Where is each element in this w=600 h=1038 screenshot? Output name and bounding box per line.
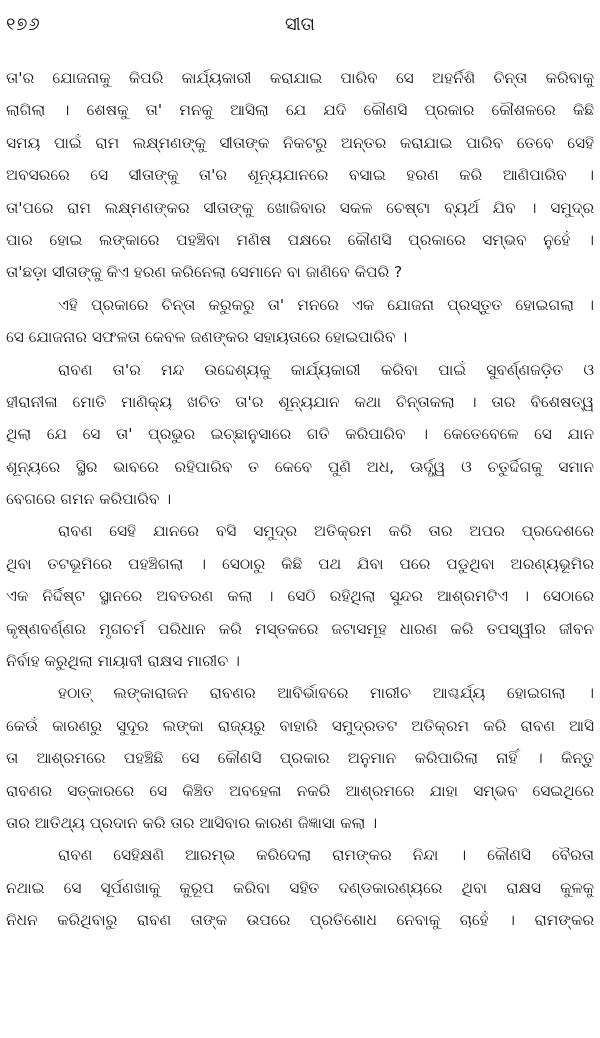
text-line: ଥିବା ତଟଭୂମିରେ ପହଞ୍ଚିଗଲା । ସେଠାରୁ କିଛି ପଥ ଯିବା ପରେ ପଡୁଥିବା ଅରଣ୍ୟଭୂମିର bbox=[6, 554, 594, 573]
text-line: ଏହି ପ୍ରକାରେ ଚିନ୍ତା କରୁକରୁ ତା' ମନରେ ଏକ ଯୋଜନା ପ୍ରସ୍ତୁତ ହୋଇଗଲା । bbox=[58, 295, 594, 314]
text-line: ରାବଣ ସେହି ଯାନରେ ବସି ସମୁଦ୍ର ଅତିକ୍ରମ କରି ତାର ଅପର ପ୍ରଦେଶରେ bbox=[58, 522, 594, 541]
text-line: ସେ ଯୋଜନାର ସଫଳତା କେବଳ ଜଣଙ୍କର ସହାୟତାରେ ହୋଇପାରିବ । bbox=[6, 328, 408, 347]
text-line: ହଠାତ୍ ଲଙ୍କାରାଜନ ରାବଣର ଆବିର୍ଭାବରେ ମାରୀଚ ଆଶ୍ଚର୍ଯ୍ୟ ହୋଇଗଲା । bbox=[58, 684, 594, 703]
text-line: ବେଗରେ ଗମନ କରିପାରିବ । bbox=[6, 490, 172, 509]
text-line: ନଥାଇ ସେ ସୂର୍ପଣଖାକୁ କୁରୂପ କରିବା ସହିତ ଦଣ୍ଡକାରଣ୍ୟରେ ଥିବା ରାକ୍ଷସ କୁଳକୁ bbox=[6, 878, 594, 897]
text-line: ଶୂନ୍ୟରେ ସ୍ଥିର ଭାବରେ ରହିପାରିବ ତ କେବେ ପୁଣି ଅଧ, ଊର୍ଦ୍ଧ୍ୱ ଓ ଚତୁର୍ଦ୍ଦିଗକୁ ସମାନ bbox=[6, 457, 594, 476]
text-line: ସମୟ ପାଇଁ ରାମ ଲକ୍ଷ୍ମଣଙ୍କୁ ସୀତାଙ୍କ ନିକଟରୁ ଅନ୍ତର କରାଯାଇ ପାରିବ ତେବେ ସେହି bbox=[6, 133, 594, 152]
text-line: କୃଷ୍ଣବର୍ଣ୍ଣର ମୃଗଚର୍ମ ପରିଧାନ କରି ମସ୍ତକରେ ଜଟାସମୂହ ଧାରଣ କରି ତପସ୍ୱୀର ଜୀବନ bbox=[6, 619, 594, 638]
text-line: ରାବଣ ତା'ର ମନ୍ଦ ଉଦ୍ଦେଶ୍ୟକୁ କାର୍ଯ୍ୟକାରୀ କରିବା ପାଇଁ ସୁବର୍ଣ୍ଣଜଡ଼ିତ ଓ bbox=[58, 360, 594, 379]
page-number: ୧୭୬ bbox=[6, 14, 41, 35]
text-line: ଏକ ନିର୍ଦ୍ଦିଷ୍ଟ ସ୍ଥାନରେ ଅବତରଣ କଲା । ସେଠି ରହିଥିଲା ସୁନ୍ଦର ଆଶ୍ରମଟିଏ । ସେଠାରେ bbox=[6, 587, 594, 606]
text-line: କେଉଁ କାରଣରୁ ସୁଦୂର ଲଙ୍କା ରାଜ୍ୟରୁ ବାହାରି ସମୁଦ୍ରତଟ ଅତିକ୍ରମ କରି ରାବଣ ଆସି bbox=[6, 716, 594, 735]
text-line: ହୀରାନୀଳା ମୋତି ମାଣିକ୍ୟ ଖଚିତ ତା'ର ଶୂନ୍ୟଯାନ କଥା ଚିନ୍ତାକଲା । ତାର ବିଶେଷତ୍ୱ bbox=[6, 392, 594, 411]
text-line: ନିଧନ କରିଥିବାରୁ ରାବଣ ତାଙ୍କ ଉପରେ ପ୍ରତିଶୋଧ ନେବାକୁ ଚାହେଁ । ରାମଙ୍କର bbox=[6, 911, 594, 930]
running-title: ସୀତା bbox=[285, 14, 315, 35]
text-line: ତାର ଆତିଥ୍ୟ ପ୍ରଦାନ କରି ତାର ଆସିବାର କାରଣ ଜିଜ୍ଞାସା କଲା । bbox=[6, 813, 378, 832]
text-line: ଲାଗିଲା । ଶେଷକୁ ତା' ମନକୁ ଆସିଲା ଯେ ଯଦି କୌଣସି ପ୍ରକାର କୌଶଳରେ କିଛି bbox=[6, 101, 594, 120]
text-line: ପାର ହୋଇ ଲଙ୍କାରେ ପହଞ୍ଚିବା ମଣିଷ ପକ୍ଷରେ କୌଣସି ପ୍ରକାରେ ସମ୍ଭବ ନୁହେଁ । bbox=[6, 230, 594, 249]
text-line: ରାବଣର ସତ୍କାରରେ ସେ କିଞ୍ଚିତ ଅବହେଳା ନକରି ଆଶ୍ରମରେ ଯାହା ସମ୍ଭବ ସେଇଥିରେ bbox=[6, 781, 594, 800]
body-text bbox=[6, 62, 594, 937]
page-header bbox=[0, 14, 600, 44]
text-line: ଥିଲା ଯେ ସେ ତା' ପ୍ରଭୁର ଇଚ୍ଛାନୁସାରେ ଗତି କରିପାରିବ । କେତେବେଳେ ସେ ଯାନ bbox=[6, 425, 594, 444]
text-line: ତା ଆଶ୍ରମରେ ପହଞ୍ଚିଛି ସେ କୌଣସି ପ୍ରକାର ଅନୁମାନ କରିପାରିଲା ନାହିଁ । କିନ୍ତୁ bbox=[6, 749, 594, 768]
text-line: ନିର୍ବାହ କରୁଥିଲା ମାୟାବୀ ରାକ୍ଷସ ମାରୀଚ । bbox=[6, 652, 240, 671]
text-line: ଅବସରରେ ସେ ସୀତାଙ୍କୁ ତା'ର ଶୂନ୍ୟଯାନରେ ବସାଇ ହରଣ କରି ଆଣିପାରିବ । bbox=[6, 166, 594, 185]
text-line: ତା'ପରେ ରାମ ଲକ୍ଷ୍ମଣଙ୍କର ସୀତାଙ୍କୁ ଖୋଜିବାର ସକଳ ଚେଷ୍ଟା ବ୍ୟର୍ଥ ଯିବ । ସମୁଦ୍ର bbox=[6, 198, 594, 217]
text-line: ତା'ର ଯୋଜନାକୁ କିପରି କାର୍ଯ୍ୟକାରୀ କରାଯାଇ ପାରିବ ସେ ଅହର୍ନିଶି ଚିନ୍ତା କରିବାକୁ bbox=[6, 69, 594, 87]
text-line: ତା'ଛଡ଼ା ସୀତାଙ୍କୁ କିଏ ହରଣ କରିନେଲା ସେମାନେ ବା ଜାଣିବେ କିପରି ? bbox=[6, 263, 403, 282]
text-line: ରାବଣ ସେହିକ୍ଷଣି ଆରମ୍ଭ କରିଦେଲା ରାମଙ୍କର ନିନ୍ଦା । କୌଣସି ବୈରତା bbox=[58, 846, 594, 865]
